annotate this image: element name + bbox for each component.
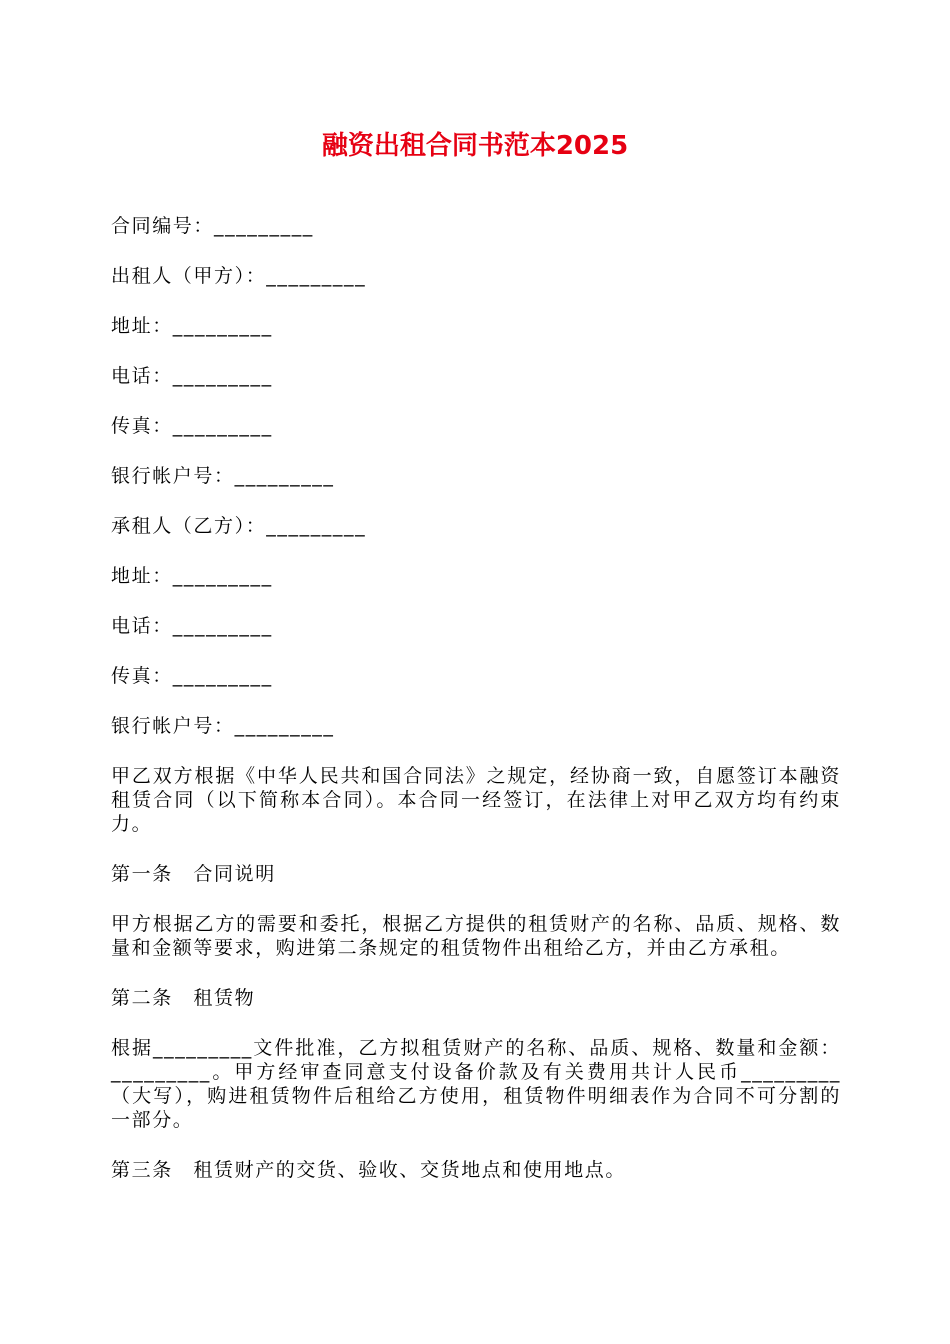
lessee-address-field: 地址：_________ [111, 565, 273, 587]
lessor-address-field: 地址：_________ [111, 315, 273, 337]
document-body [111, 214, 841, 1208]
lessee-field: 承租人（乙方）：_________ [111, 515, 367, 537]
intro-paragraph: 甲乙双方根据《中华人民共和国合同法》之规定，经协商一致，自愿签订本融资租赁合同（以下简称本合同）。本合同一经签订，在法律上对甲乙双方均有约束力。 [111, 765, 841, 835]
lessee-fax-field: 传真：_________ [111, 665, 273, 687]
document-title: 融资出租合同书范本2025 [321, 131, 629, 161]
article-3-heading: 第三条 租赁财产的交货、验收、交货地点和使用地点。 [111, 1159, 627, 1181]
article-2-heading: 第二条 租赁物 [111, 987, 256, 1009]
article-2-body: 根据_________文件批准，乙方拟租赁财产的名称、品质、规格、数量和金额：_________。甲方经审查同意支付设备价款及有关费用共计人民币_________（大写），购进租赁物件后租给乙方使用，租赁物件明细表作为合同不可分割的一部分。 [111, 1037, 841, 1131]
article-1-body: 甲方根据乙方的需要和委托，根据乙方提供的租赁财产的名称、品质、规格、数量和金额等要求，购进第二条规定的租赁物件出租给乙方，并由乙方承租。 [111, 913, 841, 959]
contract-number-field: 合同编号：_________ [111, 215, 314, 237]
lessor-field: 出租人（甲方）：_________ [111, 265, 367, 287]
lessor-fax-field: 传真：_________ [111, 415, 273, 437]
lessor-phone-field: 电话：_________ [111, 365, 273, 387]
lessee-bank-account-field: 银行帐户号：_________ [111, 715, 335, 737]
lessor-bank-account-field: 银行帐户号：_________ [111, 465, 335, 487]
article-1-heading: 第一条 合同说明 [111, 863, 276, 885]
lessee-phone-field: 电话：_________ [111, 615, 273, 637]
